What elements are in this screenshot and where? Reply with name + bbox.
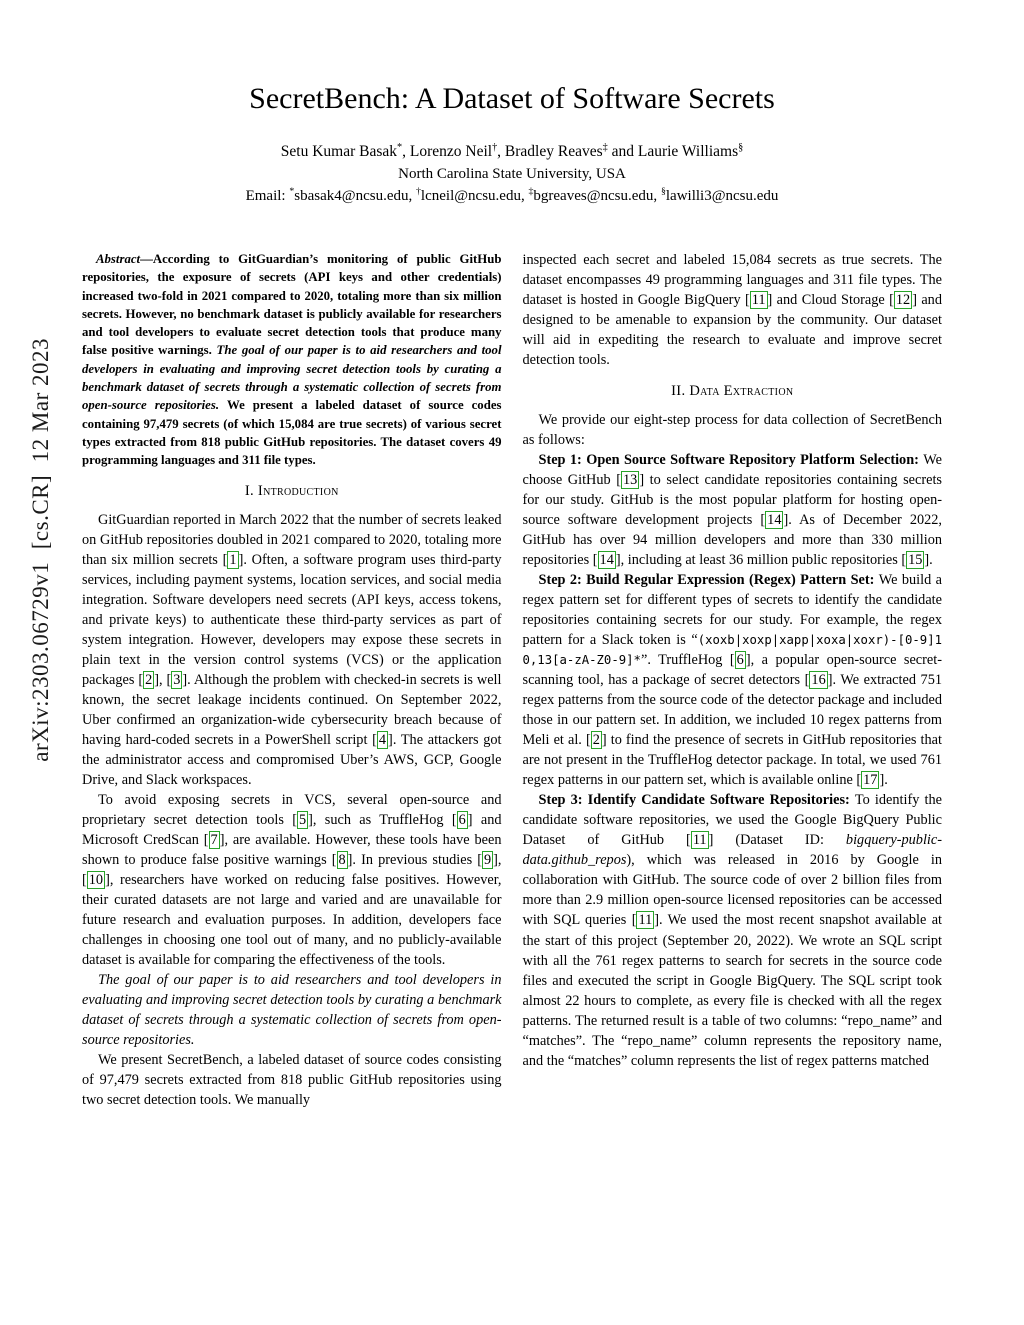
text-run: , such as TruffleHog [312, 811, 452, 828]
text-run: and designed to be amenable to expansion by the community. Our dataset will aid in expediting the research to evaluate and improve secret detection tools. [522, 292, 942, 369]
text-run: . In previous studies [352, 851, 478, 868]
citation-9[interactable]: 9 [484, 851, 492, 868]
citation-15[interactable]: 15 [908, 552, 923, 569]
text-run: To avoid exposing secrets in VCS, several open-source and proprietary secret detection tools [82, 791, 502, 828]
inline-code: (xoxb|xoxp|xapp|xoxa|xoxr)-[0-9]10,13[a-zA-Z0-9]* [522, 633, 942, 668]
text-run: , Bradley Reaves [497, 143, 603, 160]
intro-paragraph-2: To avoid exposing secrets in VCS, several open-source and proprietary secret detection tools [ 5 ], such as TruffleHog [ 6 ] and Microsoft CredScan [ 7 ], are available. However, these tools have been shown to produce false positive warnings [ 8 ]. In previous studies [ 9 ], [ 10 ], researchers have worked on reducing false positives. However, their curated datasets are not large and varied and are unavailable for future research and evaluation purposes. In addition, developers face challenges in choosing one tool out of many, and no publicly-available dataset is available for comparing the effectiveness of the tools. [82, 791, 502, 968]
citation-17[interactable]: 17 [863, 772, 878, 789]
text-run: . [884, 772, 888, 789]
text-run: * [289, 186, 295, 197]
intro-paragraph-4 [82, 1050, 502, 1110]
arxiv-watermark: arXiv:2303.06729v1 [cs.CR] 12 Mar 2023 [28, 338, 53, 762]
citation-14[interactable]: 14 [767, 512, 782, 529]
authors-line [0, 143, 1024, 161]
text-run: We choose GitHub [522, 452, 942, 489]
text-run: and Cloud Storage [772, 292, 890, 309]
email-line [0, 188, 1024, 205]
text-run: Setu Kumar Basak [280, 143, 397, 160]
text-run: to select candidate repositories containing secrets for our study. GitHub is the most popular platform for hosting open-source software development projects [522, 472, 942, 529]
section-heading: I. Introduction [244, 482, 339, 499]
paper-body [0, 205, 1024, 1110]
left-column [82, 250, 502, 1110]
section-heading: II. Data Extraction [671, 383, 794, 400]
citation-13[interactable]: 13 [623, 472, 638, 489]
text-run: § [660, 186, 666, 197]
citation-2[interactable]: 2 [145, 671, 153, 688]
text-run: We present SecretBench, a labeled dataset of source codes consisting of 97,479 secrets extracted from 818 public GitHub repositories using two secret detection tools. We manually [82, 1051, 502, 1109]
abstract [82, 250, 502, 470]
text-run: , researchers have worked on reducing false positives. However, their curated datasets are not large and varied and are unavailable for future research and evaluation purposes. In addition, developers face challenges in choosing one tool out of many, and no publicly-available dataset is available for comparing the effectiveness of the tools. [82, 871, 502, 968]
citation-2[interactable]: 2 [592, 732, 600, 749]
text-run: We present a labeled dataset of source codes containing 97,479 secrets (of which 15,084 are true secrets) of various secret types extracted from 818 public GitHub repositories. The dataset covers 49 programming languages and 311 file types. [82, 398, 502, 468]
text-run: Step 3: Identify Candidate Software Repositories: [538, 792, 855, 809]
citation-11[interactable]: 11 [638, 912, 653, 929]
citation-6[interactable]: 6 [736, 652, 744, 669]
text-run: to find the presence of secrets in GitHub repositories that are not present in the TruffleHog detector package. In total, we used 761 regex patterns in our pattern set, which is available online [522, 732, 942, 789]
text-run: , a popular open-source secret-scanning tool, has a package of secret detectors [522, 652, 942, 689]
text-run: ‡ [528, 186, 534, 197]
paper-header [0, 0, 1024, 205]
citation-1[interactable]: 1 [229, 551, 237, 568]
text-run: and Microsoft CredScan [82, 811, 502, 848]
text-run: Email: [245, 188, 290, 204]
goal-paragraph [82, 970, 502, 1050]
paper-title: SecretBench: A Dataset of Software Secrets [249, 82, 775, 115]
text-run: ”. TruffleHog [640, 652, 730, 669]
text-run: . As of December 2022, GitHub has over 94 million developers and more than 330 million repositories [522, 512, 942, 569]
continuation-paragraph: inspected each secret and labeled 15,084 secrets as true secrets. The dataset encompasses 49 programming languages and 311 file types. The dataset is hosted in Google BigQuery [ 11 ] and Cloud Storage [ 12 ] and designed to be amenable to expansion by the community. Our dataset will aid in expediting the research to evaluate and improve secret detection tools. [522, 252, 942, 369]
citation-11[interactable]: 11 [692, 832, 707, 849]
text-run: sbasak4@ncsu.edu, [294, 188, 416, 204]
citation-6[interactable]: 6 [458, 811, 466, 828]
text-run: (Dataset ID: [713, 832, 846, 849]
text-run: * [397, 141, 403, 153]
text-run: ‡ [602, 141, 608, 153]
text-run: . Although the problem with checked-in secrets is well known, the secret leakage incidents continued. On September 2022, Uber confirmed an organization-wide cybersecurity breach because of having hard-coded secrets in a PowerShell script [82, 671, 502, 748]
intro-paragraph-1: GitGuardian reported in March 2022 that the number of secrets leaked on GitHub repositories doubled in 2021 compared to 2020, totaling more than six million secrets [ 1 ]. Often, a software program uses third-party services, including payment systems, location services, and social media integration. Software developers need secrets (API keys, access tokens, and private keys) to authenticate these third-party services as part of system integration. However, developers may expose these secrets in plain text in the version control systems (VCS) or the application packages [ 2 ], [ 3 ]. Although the problem with checked-in secrets is well known, the secret leakage incidents continued. On September 2022, Uber confirmed an organization-wide cybersecurity breach because of having hard-coded secrets in a PowerShell script [ 4 ]. The attackers got the administrator access and compromised Uber’s AWS, GCP, Google Drive, and Slack workspaces. [82, 511, 502, 788]
text-run: The goal of our paper is to aid researchers and tool developers in evaluating and improving secret detection tools by curating a benchmark dataset of secrets through a systematic collection of secrets from open-source repositories. [82, 971, 502, 1048]
text-run: Step 2: Build Regular Expression (Regex) Pattern Set: [538, 572, 879, 589]
text-run: and Laurie Williams [607, 143, 739, 160]
text-run: We build a regex pattern set for different types of secrets to identify the candidate repositories containing secrets for our study. For example, the regex pattern for a Slack token is “ [522, 572, 942, 649]
text-run: ), which was released in 2016 by Google in collaboration with GitHub. The source code of over 2 billion files from more than 2.9 million open-source licensed repositories can be accessed with SQL queries [522, 852, 942, 929]
text-run: —According to GitGuardian’s monitoring of public GitHub repositories, the exposure of secrets (API keys and other credentials) increased two-fold in 2021 compared to 2020, totaling more than six million secrets. However, no benchmark dataset is publicly available for researchers and tool developers to evaluate secret detection tools that produce many false positive warnings. [82, 252, 502, 358]
text-run: , are available. However, these tools have been shown to produce false positive warnings [82, 831, 502, 868]
text-run: Step 1: Open Source Software Repository Platform Selection: [538, 452, 924, 469]
citation-8[interactable]: 8 [338, 851, 346, 868]
text-run: Abstract [96, 252, 141, 266]
step-2-paragraph: Step 2: Build Regular Expression (Regex) Pattern Set: We build a regex pattern set for different types of secrets to identify the candidate repositories containing secrets for our study. For example, the regex pattern for a Slack token is “(xoxb|xoxp|xapp|xoxa|xoxr)-[0-9]10,13[a-zA-Z0-9]*”. TruffleHog [ 6 ], a popular open-source secret-scanning tool, has a package of secret detectors [ 16 ]. We extracted 751 regex patterns from the source code of the detector package and included those in our pattern set. In addition, we included 10 regex patterns from Meli et al. [ 2 ] to find the presence of secrets in GitHub repositories that are not present in the TruffleHog detector package. In total, we used 761 regex patterns in our pattern set, which is available online [ 17 ]. [522, 572, 942, 789]
citation-11[interactable]: 11 [751, 292, 766, 309]
text-run: , [159, 671, 167, 688]
citation-7[interactable]: 7 [210, 831, 218, 848]
text-run: . The attackers got the administrator access and compromised Uber’s AWS, GCP, Google Drive, and Slack workspaces. [82, 731, 502, 788]
text-run: lcneil@ncsu.edu, [420, 188, 529, 204]
text-run: . We extracted 751 regex patterns from the source code of the detector package and included those in our pattern set. In addition, we included 10 regex patterns from Meli et al. [522, 672, 942, 749]
text-run: bgreaves@ncsu.edu, [533, 188, 661, 204]
text-run: . Often, a software program uses third-party services, including payment systems, location services, and social media integration. Software developers need secrets (API keys, access tokens, and private keys) to authenticate these third-party services as part of system integration. However, developers may expose these secrets in plain text in the version control systems (VCS) or the application packages [82, 551, 502, 688]
text-run: inspected each secret and labeled 15,084 secrets as true secrets. The dataset encompasses 49 programming languages and 311 file types. The dataset is hosted in Google BigQuery [522, 252, 942, 309]
citation-16[interactable]: 16 [811, 672, 826, 689]
text-run: The goal of our paper is to aid researchers and tool developers in evaluating and improving secret detection tools by curating a benchmark dataset of secrets through a systematic collection of secrets from open-source repositories. [82, 343, 502, 413]
text-run: , including at least 36 million public repositories [620, 552, 902, 569]
citation-14[interactable]: 14 [599, 552, 614, 569]
citation-4[interactable]: 4 [378, 731, 387, 748]
citation-3[interactable]: 3 [173, 671, 181, 688]
step-1-paragraph: Step 1: Open Source Software Repository Platform Selection: We choose GitHub [ 13 ] to select candidate repositories containing secrets for our study. GitHub is the most popular platform for hosting open-source software development projects [ 14 ]. As of December 2022, GitHub has over 94 million developers and more than 330 million repositories [ 14 ], including at least 36 million public repositories [ 15 ]. [522, 452, 942, 569]
text-run: , [497, 851, 502, 868]
text-run: † [415, 186, 421, 197]
text-run: To identify the candidate software repositories, we used the Google BigQuery Public Dataset of GitHub [522, 792, 942, 849]
citation-5[interactable]: 5 [299, 811, 307, 828]
text-run: bigquery-public-data.github_repos [522, 832, 942, 869]
citation-12[interactable]: 12 [895, 292, 911, 309]
text-run: † [492, 141, 498, 153]
data-extraction-intro [523, 410, 943, 450]
citation-10[interactable]: 10 [88, 871, 104, 888]
right-column [523, 250, 943, 1110]
text-run: lawilli3@ncsu.edu [665, 188, 779, 204]
text-run: . [929, 552, 933, 569]
text-run: GitGuardian reported in March 2022 that the number of secrets leaked on GitHub repositories doubled in 2021 compared to 2020, totaling more than six million secrets [82, 511, 502, 568]
text-run: , Lorenzo Neil [402, 143, 493, 160]
text-run: We provide our eight-step process for data collection of SecretBench as follows: [522, 412, 942, 449]
affiliation-line: North Carolina State University, USA [398, 166, 626, 182]
text-run: . We used the most recent snapshot available at the start of this project (September 20, 2022). We wrote an SQL script with all the 761 regex patterns to search for secrets in the source code files and executed the script in Google BigQuery. The SQL script took almost 22 hours to complete, as every file is checked with all the regex patterns. The returned result is a table of two columns: “repo_name” and “matches”. The “repo_name” column represents the repository name, and the “matches” column represents the list of regex patterns matched [522, 912, 943, 1069]
step-3-paragraph: Step 3: Identify Candidate Software Repositories: To identify the candidate software repositories, we used the Google BigQuery Public Dataset of GitHub [ 11 ] (Dataset ID: bigquery-public-data.github_repos), which was released in 2016 by Google in collaboration with GitHub. The source code of over 2 billion files from more than 2.9 million open-source licensed repositories can be accessed with SQL queries [ 11 ]. We used the most recent snapshot available at the start of this project (September 20, 2022). We wrote an SQL script with all the 761 regex patterns to search for secrets in the source code files and executed the script in Google BigQuery. The SQL script took almost 22 hours to complete, as every file is checked with all the regex patterns. The returned result is a table of two columns: “repo_name” and “matches”. The “repo_name” column represents the repository name, and the “matches” column represents the list of regex patterns matched [522, 792, 943, 1069]
text-run: § [738, 141, 744, 153]
